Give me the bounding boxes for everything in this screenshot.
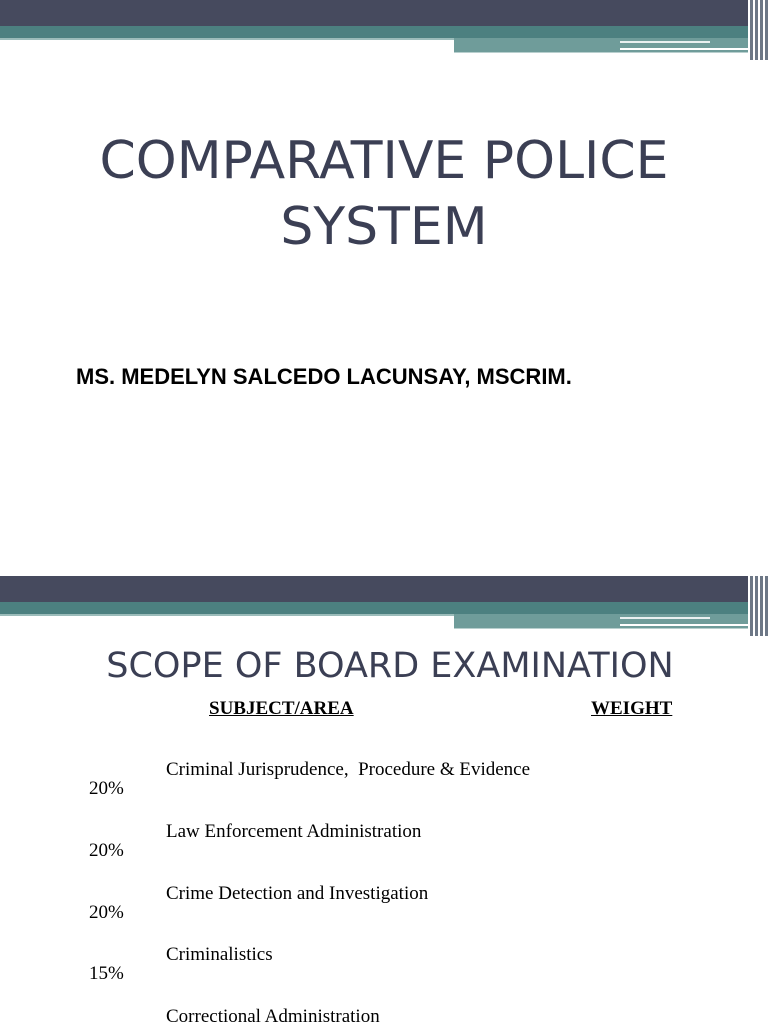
subject-item: Correctional Administration (166, 1006, 380, 1024)
slide-title: SCOPE OF BOARD EXAMINATION (106, 646, 674, 686)
scope-slide (0, 576, 768, 1024)
header-band-line (0, 614, 454, 616)
slide-title-line1: COMPARATIVE POLICE (99, 131, 669, 191)
subject-item: Crime Detection and Investigation (166, 883, 429, 904)
weight-value: 20% (89, 840, 124, 861)
header-band-line (0, 38, 454, 40)
slide-title (0, 128, 768, 260)
header-band-line (454, 628, 768, 629)
header-band-highlight (620, 624, 768, 626)
subject-item: Law Enforcement Administration (166, 821, 422, 842)
header-band-dark (0, 0, 768, 26)
column-header-subject: SUBJECT/AREA (209, 698, 354, 719)
slide-title-line2: SYSTEM (280, 197, 488, 257)
header-band-highlight (620, 617, 710, 619)
subject-item: Criminal Jurisprudence, Procedure & Evidence (166, 759, 531, 780)
header-band-line (454, 52, 768, 53)
header-band-highlight (620, 41, 710, 43)
header-band-dark (0, 576, 768, 602)
column-header-weight: WEIGHT (591, 698, 673, 719)
weight-value: 15% (89, 963, 124, 984)
weight-value: 20% (89, 778, 124, 799)
weight-value: 20% (89, 902, 124, 923)
header-band-highlight (620, 48, 768, 50)
header-band-stripes (748, 0, 768, 60)
subject-item: Criminalistics (166, 944, 273, 965)
header-band (0, 576, 768, 636)
header-band-teal (0, 26, 768, 38)
header-band (0, 0, 768, 60)
header-band-teal (0, 602, 768, 614)
header-band-stripes (748, 576, 768, 636)
author-name: MS. MEDELYN SALCEDO LACUNSAY, MSCRIM. (76, 364, 572, 389)
